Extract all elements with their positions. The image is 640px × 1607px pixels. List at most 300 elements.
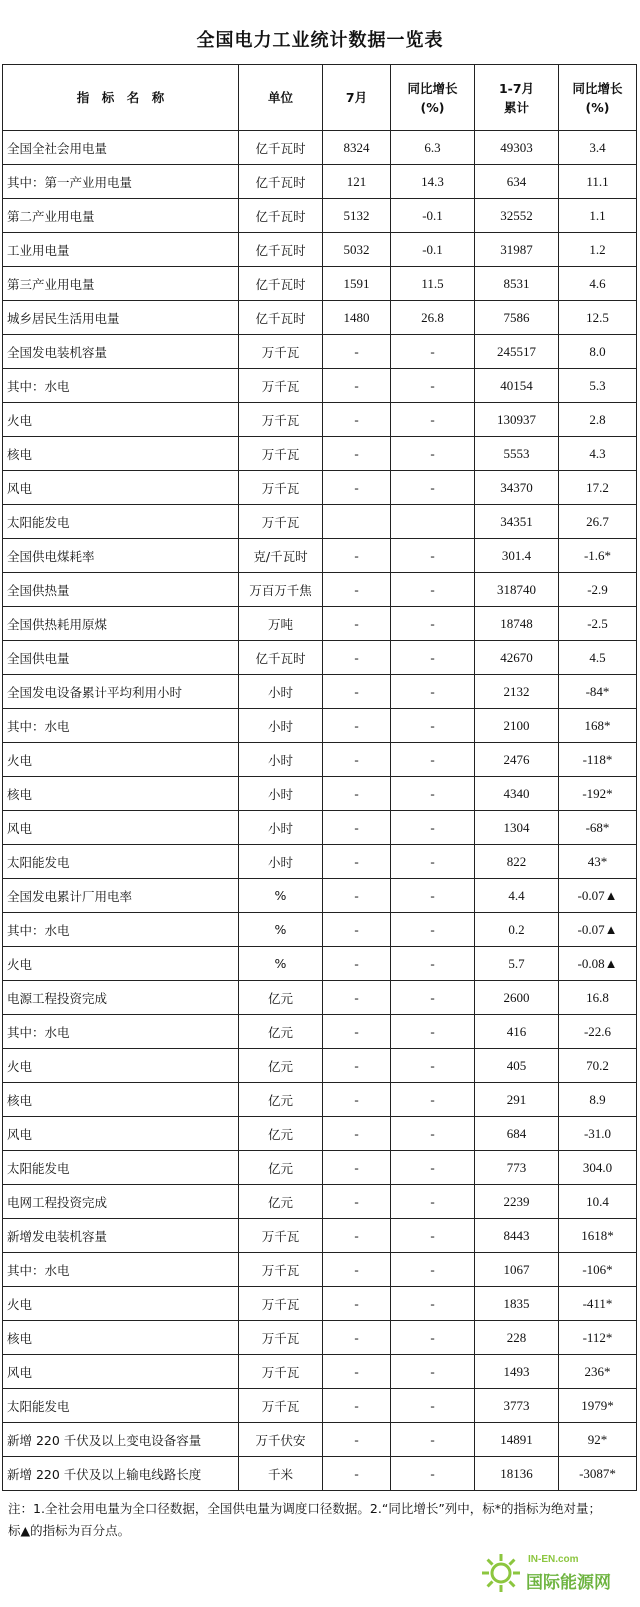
unit-cell: 亿元 xyxy=(239,1151,323,1185)
month-value xyxy=(323,505,391,539)
table-row xyxy=(3,1389,637,1423)
page-title: 全国电力工业统计数据一览表 xyxy=(196,30,444,51)
indicator-name: 太阳能发电 xyxy=(3,505,239,539)
cumulative-value: 291 xyxy=(475,1083,559,1117)
month-value: 5032 xyxy=(323,233,391,267)
cumulative-yoy: -31.0 xyxy=(559,1117,637,1151)
footnote: 注：1.全社会用电量为全口径数据，全国供电量为调度口径数据。2.“同比增长”列中，标*的指标为绝对量；标▲的指标为百分点。 xyxy=(8,1501,602,1538)
cumulative-yoy: 2.8 xyxy=(559,403,637,437)
table-row xyxy=(3,233,637,267)
header-yoy-month-line1: 同比增长 xyxy=(407,80,458,96)
unit-cell: 万千瓦 xyxy=(239,505,323,539)
month-yoy: - xyxy=(391,1355,475,1389)
header-cumulative-line1: 1-7月 xyxy=(498,80,535,96)
header-yoy-cumulative-line1: 同比增长 xyxy=(572,80,623,96)
month-yoy: - xyxy=(391,743,475,777)
month-value: - xyxy=(323,1253,391,1287)
indicator-name: 全国发电累计厂用电率 xyxy=(3,879,239,913)
unit-cell: % xyxy=(239,913,323,947)
indicator-name: 全国发电装机容量 xyxy=(3,335,239,369)
indicator-name: 其中：第一产业用电量 xyxy=(3,165,239,199)
unit-cell: 小时 xyxy=(239,675,323,709)
unit-cell: 小时 xyxy=(239,845,323,879)
table-row xyxy=(3,267,637,301)
month-value: - xyxy=(323,913,391,947)
table-row xyxy=(3,437,637,471)
table-row xyxy=(3,777,637,811)
unit-cell: % xyxy=(239,879,323,913)
cumulative-value: 3773 xyxy=(475,1389,559,1423)
indicator-name: 太阳能发电 xyxy=(3,845,239,879)
unit-cell: 亿元 xyxy=(239,981,323,1015)
month-value: - xyxy=(323,607,391,641)
cumulative-value: 318740 xyxy=(475,573,559,607)
cumulative-value: 405 xyxy=(475,1049,559,1083)
unit-cell: 亿元 xyxy=(239,1049,323,1083)
month-value: - xyxy=(323,539,391,573)
month-value: - xyxy=(323,1117,391,1151)
month-yoy: - xyxy=(391,573,475,607)
cumulative-yoy: -112* xyxy=(559,1321,637,1355)
indicator-name: 核电 xyxy=(3,1083,239,1117)
unit-cell: 万千瓦 xyxy=(239,335,323,369)
unit-cell: 小时 xyxy=(239,709,323,743)
cumulative-value: 4340 xyxy=(475,777,559,811)
cumulative-yoy: 1979* xyxy=(559,1389,637,1423)
cumulative-value: 1304 xyxy=(475,811,559,845)
indicator-name: 火电 xyxy=(3,403,239,437)
unit-cell: 亿元 xyxy=(239,1083,323,1117)
cumulative-yoy: -192* xyxy=(559,777,637,811)
cumulative-yoy: -106* xyxy=(559,1253,637,1287)
cumulative-value: 8531 xyxy=(475,267,559,301)
month-yoy: - xyxy=(391,845,475,879)
cumulative-yoy: 43* xyxy=(559,845,637,879)
table-row xyxy=(3,947,637,981)
cumulative-yoy: -2.5 xyxy=(559,607,637,641)
cumulative-value: 684 xyxy=(475,1117,559,1151)
cumulative-yoy: 11.1 xyxy=(559,165,637,199)
unit-cell: 万千瓦 xyxy=(239,1219,323,1253)
cumulative-value: 40154 xyxy=(475,369,559,403)
unit-cell: 亿元 xyxy=(239,1185,323,1219)
table-row xyxy=(3,301,637,335)
cumulative-value: 634 xyxy=(475,165,559,199)
unit-cell: 亿千瓦时 xyxy=(239,165,323,199)
table-row xyxy=(3,879,637,913)
header-cumulative xyxy=(475,65,559,131)
cumulative-yoy: -22.6 xyxy=(559,1015,637,1049)
unit-cell: 万百万千焦 xyxy=(239,573,323,607)
cumulative-yoy: 5.3 xyxy=(559,369,637,403)
cumulative-yoy: 92* xyxy=(559,1423,637,1457)
indicator-name: 其中：水电 xyxy=(3,369,239,403)
month-yoy: - xyxy=(391,607,475,641)
month-yoy: - xyxy=(391,675,475,709)
cumulative-value: 8443 xyxy=(475,1219,559,1253)
month-value: - xyxy=(323,1151,391,1185)
month-value: - xyxy=(323,471,391,505)
month-value: - xyxy=(323,675,391,709)
indicator-name: 风电 xyxy=(3,1355,239,1389)
month-value: - xyxy=(323,1185,391,1219)
unit-cell: 亿千瓦时 xyxy=(239,199,323,233)
month-yoy: - xyxy=(391,879,475,913)
indicator-name: 其中：水电 xyxy=(3,1253,239,1287)
month-yoy: - xyxy=(391,539,475,573)
cumulative-value: 301.4 xyxy=(475,539,559,573)
unit-cell: 小时 xyxy=(239,743,323,777)
table-row xyxy=(3,403,637,437)
month-yoy: - xyxy=(391,1287,475,1321)
cumulative-yoy: 17.2 xyxy=(559,471,637,505)
cumulative-yoy: 3.4 xyxy=(559,131,637,165)
indicator-name: 其中：水电 xyxy=(3,913,239,947)
month-value: - xyxy=(323,641,391,675)
cumulative-value: 1493 xyxy=(475,1355,559,1389)
table-row xyxy=(3,709,637,743)
cumulative-yoy: 1618* xyxy=(559,1219,637,1253)
table-row xyxy=(3,1253,637,1287)
indicator-name: 风电 xyxy=(3,1117,239,1151)
table-row xyxy=(3,743,637,777)
table-row xyxy=(3,1321,637,1355)
indicator-name: 太阳能发电 xyxy=(3,1151,239,1185)
cumulative-value: 5553 xyxy=(475,437,559,471)
indicator-name: 电网工程投资完成 xyxy=(3,1185,239,1219)
table-header-row xyxy=(3,65,637,131)
cumulative-value: 2132 xyxy=(475,675,559,709)
unit-cell: 万吨 xyxy=(239,607,323,641)
month-value: - xyxy=(323,1219,391,1253)
month-value: 121 xyxy=(323,165,391,199)
cumulative-yoy: 1.2 xyxy=(559,233,637,267)
month-yoy: - xyxy=(391,1219,475,1253)
cumulative-yoy: 4.5 xyxy=(559,641,637,675)
watermark-site: IN-EN.com xyxy=(528,1554,579,1565)
cumulative-yoy: -411* xyxy=(559,1287,637,1321)
month-value: - xyxy=(323,1287,391,1321)
table-row xyxy=(3,913,637,947)
month-value: - xyxy=(323,811,391,845)
indicator-name: 电源工程投资完成 xyxy=(3,981,239,1015)
unit-cell: 万千瓦 xyxy=(239,1253,323,1287)
cumulative-value: 18748 xyxy=(475,607,559,641)
cumulative-yoy: 304.0 xyxy=(559,1151,637,1185)
indicator-name: 新增 220 千伏及以上输电线路长度 xyxy=(3,1457,239,1491)
table-row xyxy=(3,165,637,199)
cumulative-value: 32552 xyxy=(475,199,559,233)
cumulative-yoy: -1.6* xyxy=(559,539,637,573)
cumulative-value: 2600 xyxy=(475,981,559,1015)
month-yoy: - xyxy=(391,437,475,471)
cumulative-value: 7586 xyxy=(475,301,559,335)
month-value: - xyxy=(323,1457,391,1491)
indicator-name: 第三产业用电量 xyxy=(3,267,239,301)
cumulative-value: 34370 xyxy=(475,471,559,505)
indicator-name: 全国全社会用电量 xyxy=(3,131,239,165)
header-month: 7月 xyxy=(323,65,391,131)
month-value: - xyxy=(323,777,391,811)
month-yoy: - xyxy=(391,913,475,947)
indicator-name: 太阳能发电 xyxy=(3,1389,239,1423)
unit-cell: 亿千瓦时 xyxy=(239,267,323,301)
table-row xyxy=(3,131,637,165)
month-value: - xyxy=(323,1049,391,1083)
month-yoy: - xyxy=(391,335,475,369)
indicator-name: 新增 220 千伏及以上变电设备容量 xyxy=(3,1423,239,1457)
cumulative-value: 130937 xyxy=(475,403,559,437)
cumulative-yoy: 236* xyxy=(559,1355,637,1389)
table-row xyxy=(3,1015,637,1049)
month-value: - xyxy=(323,709,391,743)
table-row xyxy=(3,1423,637,1457)
cumulative-value: 416 xyxy=(475,1015,559,1049)
month-value: 5132 xyxy=(323,199,391,233)
cumulative-value: 34351 xyxy=(475,505,559,539)
cumulative-value: 2100 xyxy=(475,709,559,743)
statistics-table xyxy=(2,64,637,1491)
month-yoy: - xyxy=(391,811,475,845)
cumulative-yoy: -118* xyxy=(559,743,637,777)
month-value: - xyxy=(323,369,391,403)
month-yoy: - xyxy=(391,709,475,743)
month-value: - xyxy=(323,573,391,607)
indicator-name: 第二产业用电量 xyxy=(3,199,239,233)
cumulative-value: 49303 xyxy=(475,131,559,165)
cumulative-value: 14891 xyxy=(475,1423,559,1457)
unit-cell: 万千瓦 xyxy=(239,437,323,471)
header-yoy-month xyxy=(391,65,475,131)
unit-cell: 万千伏安 xyxy=(239,1423,323,1457)
month-yoy: - xyxy=(391,1253,475,1287)
table-row xyxy=(3,573,637,607)
table-row xyxy=(3,199,637,233)
cumulative-yoy: -84* xyxy=(559,675,637,709)
header-yoy-month-line2: (%) xyxy=(420,99,445,115)
indicator-name: 全国供电煤耗率 xyxy=(3,539,239,573)
indicator-name: 火电 xyxy=(3,743,239,777)
cumulative-yoy: 4.3 xyxy=(559,437,637,471)
cumulative-value: 31987 xyxy=(475,233,559,267)
table-row xyxy=(3,1457,637,1491)
month-value: - xyxy=(323,879,391,913)
cumulative-yoy: 8.0 xyxy=(559,335,637,369)
indicator-name: 工业用电量 xyxy=(3,233,239,267)
header-yoy-cumulative xyxy=(559,65,637,131)
cumulative-yoy: 1.1 xyxy=(559,199,637,233)
indicator-name: 风电 xyxy=(3,471,239,505)
cumulative-yoy: 10.4 xyxy=(559,1185,637,1219)
indicator-name: 火电 xyxy=(3,947,239,981)
unit-cell: 万千瓦 xyxy=(239,369,323,403)
unit-cell: 小时 xyxy=(239,811,323,845)
cumulative-value: 2476 xyxy=(475,743,559,777)
table-body xyxy=(3,131,637,1491)
cumulative-value: 4.4 xyxy=(475,879,559,913)
cumulative-yoy: -0.08▲ xyxy=(559,947,637,981)
indicator-name: 核电 xyxy=(3,437,239,471)
month-yoy: - xyxy=(391,981,475,1015)
table-row xyxy=(3,845,637,879)
month-yoy: - xyxy=(391,777,475,811)
month-yoy: - xyxy=(391,1049,475,1083)
indicator-name: 核电 xyxy=(3,1321,239,1355)
table-row xyxy=(3,607,637,641)
unit-cell: 亿元 xyxy=(239,1117,323,1151)
month-value: - xyxy=(323,335,391,369)
month-yoy: -0.1 xyxy=(391,199,475,233)
indicator-name: 核电 xyxy=(3,777,239,811)
table-row xyxy=(3,1151,637,1185)
indicator-name: 火电 xyxy=(3,1049,239,1083)
month-yoy: -0.1 xyxy=(391,233,475,267)
indicator-name: 风电 xyxy=(3,811,239,845)
unit-cell: 万千瓦 xyxy=(239,1321,323,1355)
cumulative-yoy: 70.2 xyxy=(559,1049,637,1083)
table-row xyxy=(3,539,637,573)
month-value: 1591 xyxy=(323,267,391,301)
cumulative-yoy: -0.07▲ xyxy=(559,913,637,947)
table-row xyxy=(3,335,637,369)
table-row xyxy=(3,369,637,403)
table-row xyxy=(3,811,637,845)
table-row xyxy=(3,1117,637,1151)
month-yoy: - xyxy=(391,1389,475,1423)
indicator-name: 其中：水电 xyxy=(3,1015,239,1049)
indicator-name: 全国发电设备累计平均利用小时 xyxy=(3,675,239,709)
month-yoy: 11.5 xyxy=(391,267,475,301)
header-yoy-cumulative-line2: (%) xyxy=(585,99,610,115)
unit-cell: 亿千瓦时 xyxy=(239,233,323,267)
indicator-name: 全国供热耗用原煤 xyxy=(3,607,239,641)
month-yoy: 14.3 xyxy=(391,165,475,199)
cumulative-value: 5.7 xyxy=(475,947,559,981)
month-yoy xyxy=(391,505,475,539)
month-value: - xyxy=(323,403,391,437)
cumulative-value: 228 xyxy=(475,1321,559,1355)
unit-cell: 万千瓦 xyxy=(239,471,323,505)
month-value: - xyxy=(323,845,391,879)
unit-cell: 亿千瓦时 xyxy=(239,131,323,165)
indicator-name: 火电 xyxy=(3,1287,239,1321)
unit-cell: 小时 xyxy=(239,777,323,811)
unit-cell: 千米 xyxy=(239,1457,323,1491)
cumulative-yoy: -0.07▲ xyxy=(559,879,637,913)
month-value: - xyxy=(323,743,391,777)
month-yoy: - xyxy=(391,1321,475,1355)
table-row xyxy=(3,1287,637,1321)
unit-cell: 亿元 xyxy=(239,1015,323,1049)
month-value: - xyxy=(323,947,391,981)
month-value: - xyxy=(323,1389,391,1423)
cumulative-yoy: 168* xyxy=(559,709,637,743)
month-yoy: - xyxy=(391,1117,475,1151)
month-value: - xyxy=(323,1321,391,1355)
table-row xyxy=(3,675,637,709)
watermark-name: 国际能源网 xyxy=(526,1573,611,1593)
indicator-name: 其中：水电 xyxy=(3,709,239,743)
unit-cell: 克/千瓦时 xyxy=(239,539,323,573)
cumulative-value: 773 xyxy=(475,1151,559,1185)
indicator-name: 全国供热量 xyxy=(3,573,239,607)
cumulative-value: 2239 xyxy=(475,1185,559,1219)
month-yoy: - xyxy=(391,403,475,437)
header-indicator: 指 标 名 称 xyxy=(3,65,239,131)
table-row xyxy=(3,641,637,675)
unit-cell: % xyxy=(239,947,323,981)
table-row xyxy=(3,505,637,539)
month-yoy: - xyxy=(391,947,475,981)
cumulative-value: 822 xyxy=(475,845,559,879)
table-row xyxy=(3,1219,637,1253)
cumulative-value: 18136 xyxy=(475,1457,559,1491)
month-value: - xyxy=(323,1355,391,1389)
unit-cell: 万千瓦 xyxy=(239,403,323,437)
month-yoy: - xyxy=(391,471,475,505)
month-yoy: - xyxy=(391,1151,475,1185)
unit-cell: 万千瓦 xyxy=(239,1389,323,1423)
cumulative-value: 42670 xyxy=(475,641,559,675)
table-row xyxy=(3,981,637,1015)
unit-cell: 亿千瓦时 xyxy=(239,641,323,675)
cumulative-yoy: -2.9 xyxy=(559,573,637,607)
indicator-name: 全国供电量 xyxy=(3,641,239,675)
month-yoy: - xyxy=(391,1457,475,1491)
indicator-name: 新增发电装机容量 xyxy=(3,1219,239,1253)
cumulative-value: 1067 xyxy=(475,1253,559,1287)
table-row xyxy=(3,1049,637,1083)
month-yoy: 6.3 xyxy=(391,131,475,165)
cumulative-yoy: 12.5 xyxy=(559,301,637,335)
month-value: 1480 xyxy=(323,301,391,335)
table-row xyxy=(3,1355,637,1389)
table-row xyxy=(3,1185,637,1219)
cumulative-yoy: -68* xyxy=(559,811,637,845)
month-yoy: 26.8 xyxy=(391,301,475,335)
month-value: - xyxy=(323,981,391,1015)
indicator-name: 城乡居民生活用电量 xyxy=(3,301,239,335)
month-value: - xyxy=(323,1015,391,1049)
table-row xyxy=(3,1083,637,1117)
month-yoy: - xyxy=(391,1423,475,1457)
header-unit: 单位 xyxy=(239,65,323,131)
header-cumulative-line2: 累计 xyxy=(503,99,529,115)
unit-cell: 万千瓦 xyxy=(239,1287,323,1321)
month-yoy: - xyxy=(391,369,475,403)
cumulative-yoy: 26.7 xyxy=(559,505,637,539)
unit-cell: 万千瓦 xyxy=(239,1355,323,1389)
cumulative-yoy: 8.9 xyxy=(559,1083,637,1117)
cumulative-yoy: 16.8 xyxy=(559,981,637,1015)
watermark-logo xyxy=(480,1548,630,1598)
month-yoy: - xyxy=(391,641,475,675)
cumulative-yoy: 4.6 xyxy=(559,267,637,301)
sun-logo-icon xyxy=(480,1552,522,1594)
cumulative-value: 1835 xyxy=(475,1287,559,1321)
month-yoy: - xyxy=(391,1185,475,1219)
month-value: - xyxy=(323,437,391,471)
unit-cell: 亿千瓦时 xyxy=(239,301,323,335)
cumulative-yoy: -3087* xyxy=(559,1457,637,1491)
month-yoy: - xyxy=(391,1083,475,1117)
table-row xyxy=(3,471,637,505)
cumulative-value: 0.2 xyxy=(475,913,559,947)
month-yoy: - xyxy=(391,1015,475,1049)
cumulative-value: 245517 xyxy=(475,335,559,369)
month-value: - xyxy=(323,1423,391,1457)
month-value: - xyxy=(323,1083,391,1117)
